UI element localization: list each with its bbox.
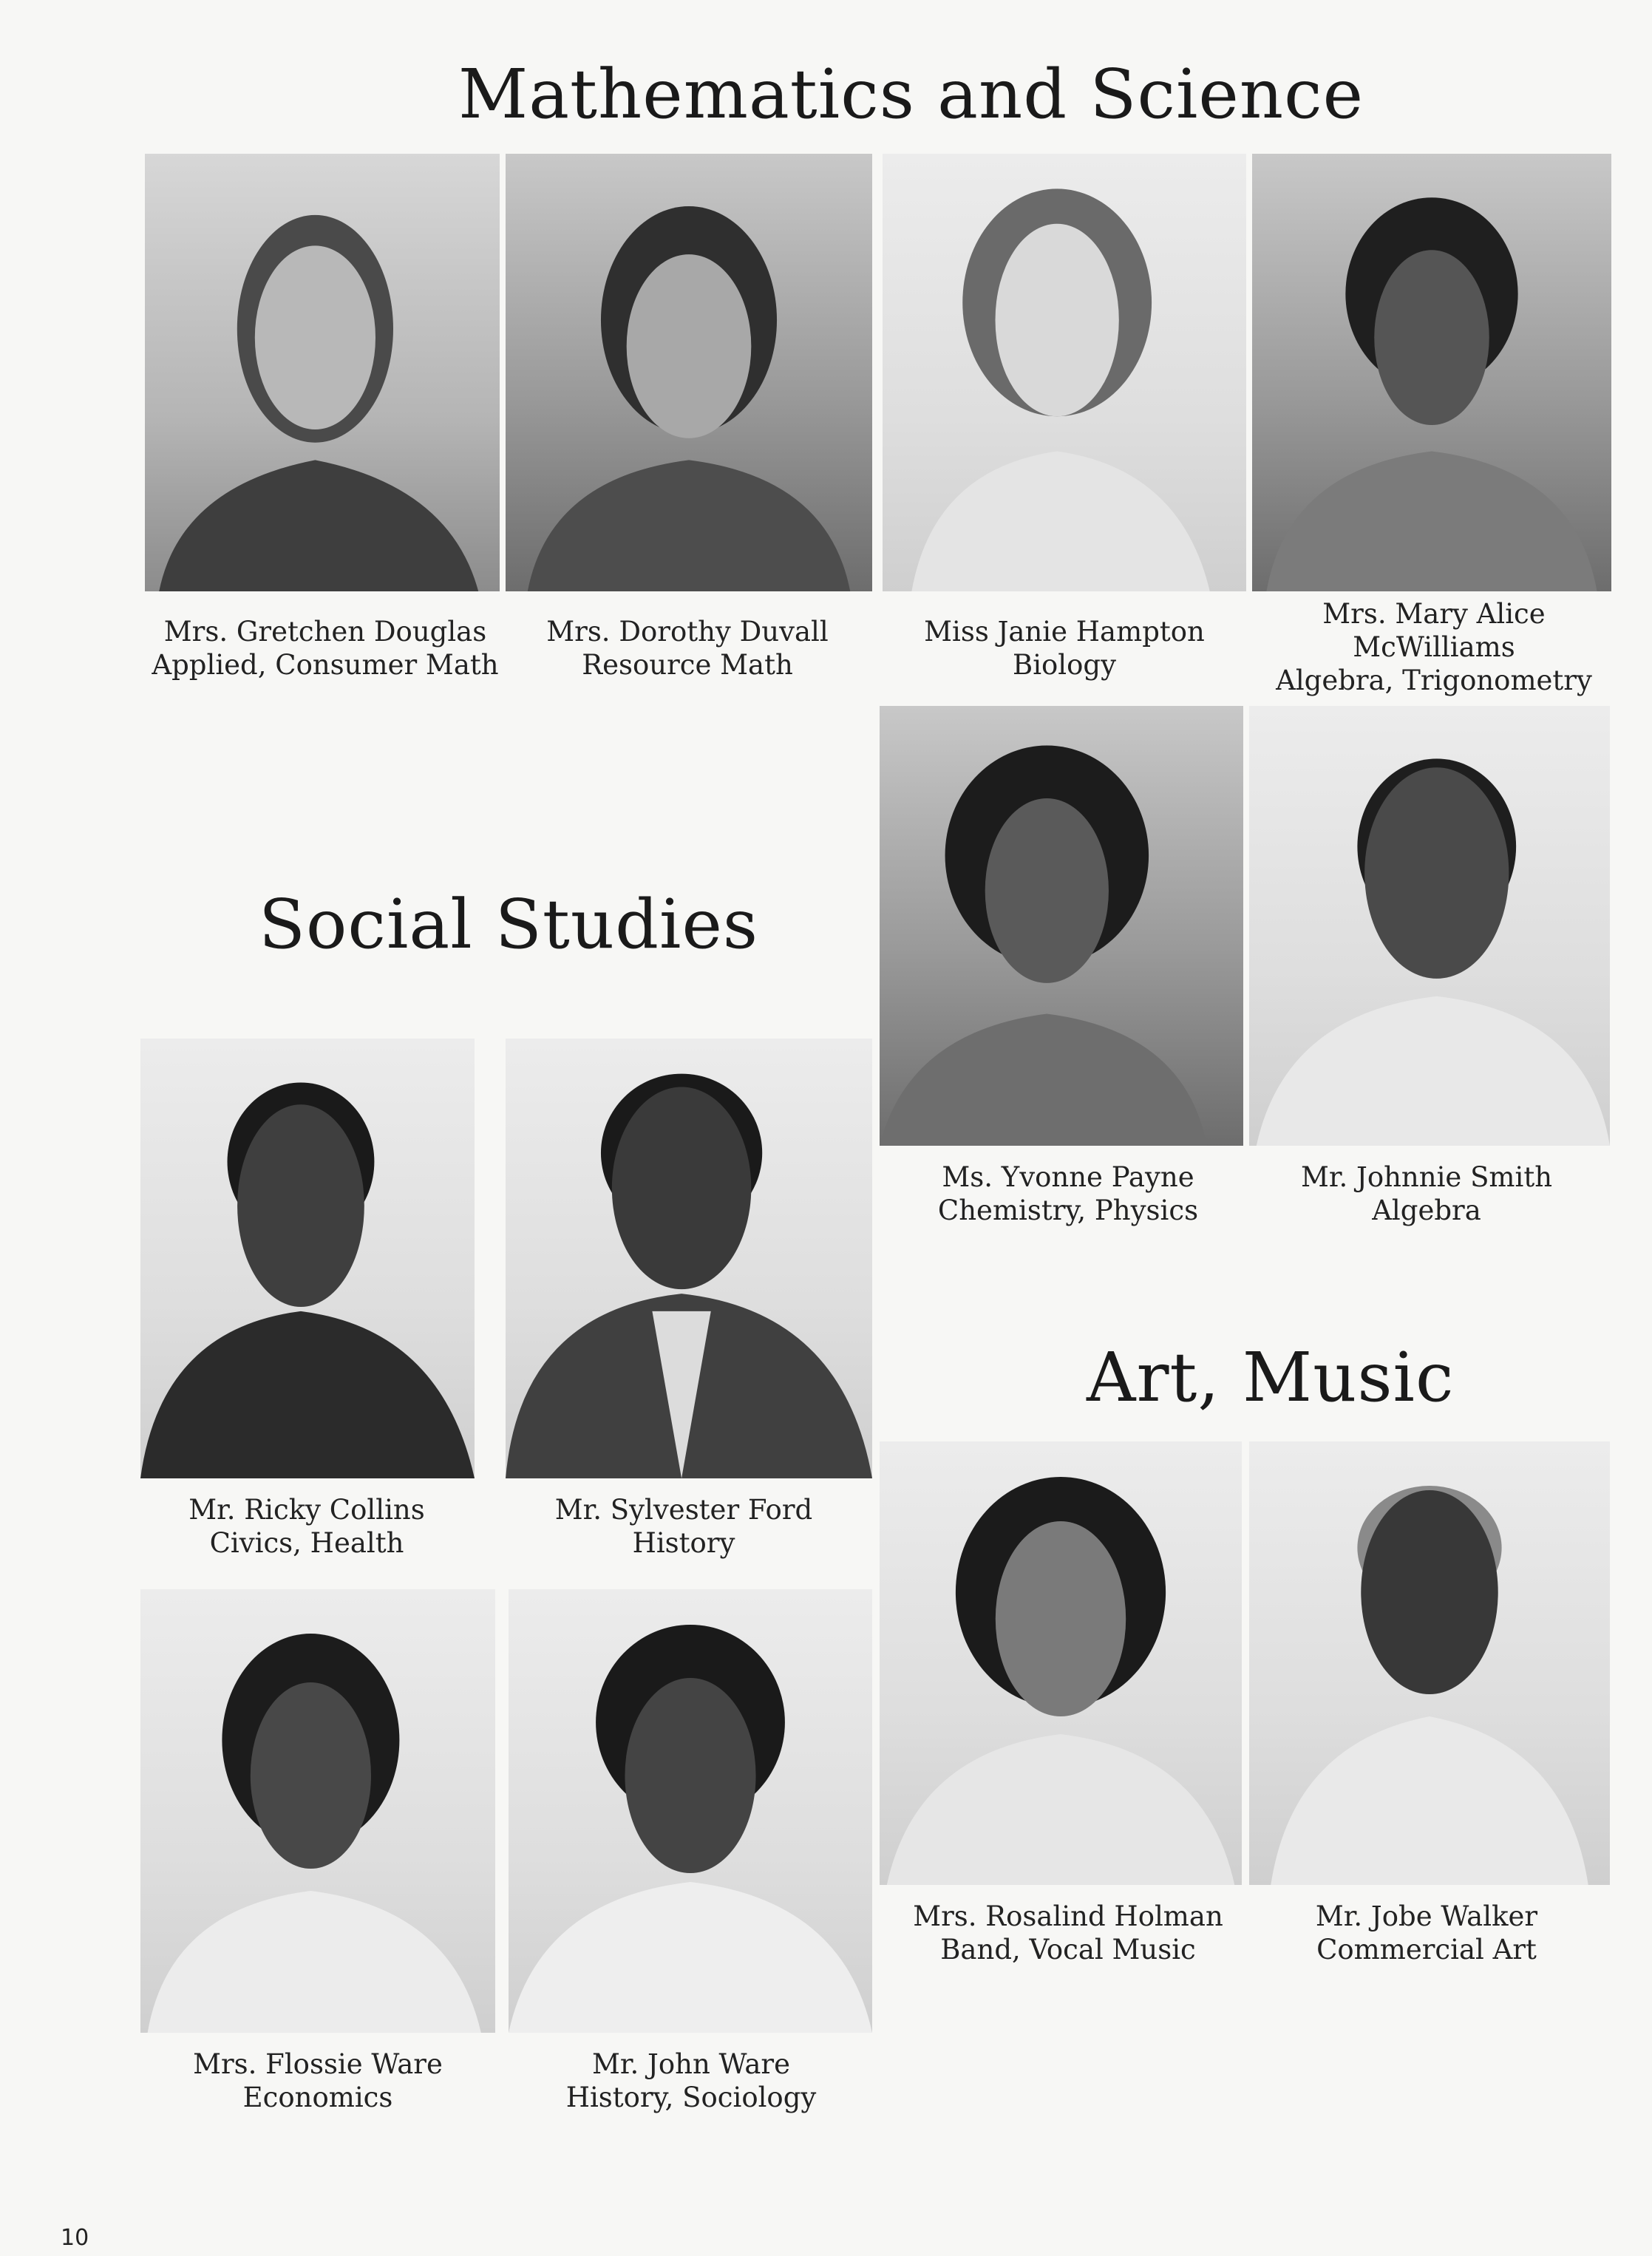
faculty-name: Mr. John Ware — [591, 2048, 790, 2080]
faculty-name: Mrs. Gretchen Douglas — [163, 616, 487, 648]
faculty-photo — [1252, 154, 1611, 591]
faculty-subject: Resource Math — [582, 649, 793, 681]
faculty-subject: Economics — [242, 2082, 393, 2113]
portrait-silhouette-icon — [509, 1589, 872, 2033]
portrait-silhouette-icon — [140, 1039, 475, 1478]
faculty-subject: McWilliams — [1353, 631, 1515, 663]
faculty-subject: Biology — [1013, 649, 1116, 681]
portrait-silhouette-icon — [1249, 1441, 1610, 1885]
faculty-photo — [509, 1589, 872, 2033]
section-heading-math-science: Mathematics and Science — [458, 55, 1364, 134]
portrait-silhouette-icon — [883, 154, 1246, 591]
faculty-caption — [880, 1900, 1257, 1966]
faculty-subject: Applied, Consumer Math — [152, 649, 499, 681]
faculty-subject: Chemistry, Physics — [937, 1195, 1199, 1226]
faculty-caption — [133, 1493, 480, 1560]
faculty-photo — [506, 1039, 872, 1478]
faculty-subject: Civics, Health — [209, 1527, 404, 1559]
faculty-name: Miss Janie Hampton — [924, 616, 1205, 648]
faculty-caption — [1249, 1900, 1604, 1966]
faculty-name: Mr. Ricky Collins — [188, 1494, 425, 1526]
faculty-subject: Band, Vocal Music — [940, 1934, 1196, 1965]
faculty-caption — [140, 2048, 495, 2114]
faculty-name: Mrs. Rosalind Holman — [913, 1900, 1223, 1932]
portrait-silhouette-icon — [1249, 706, 1610, 1146]
portrait-silhouette-icon — [506, 1039, 872, 1478]
section-heading-social-studies: Social Studies — [259, 885, 759, 964]
faculty-subject: Commercial Art — [1316, 1934, 1537, 1965]
faculty-caption — [883, 615, 1246, 682]
portrait-silhouette-icon — [880, 706, 1243, 1146]
portrait-silhouette-icon — [506, 154, 872, 591]
faculty-caption — [140, 615, 510, 682]
portrait-silhouette-icon — [880, 1441, 1242, 1885]
faculty-name: Mr. Sylvester Ford — [554, 1494, 813, 1526]
faculty-name: Mrs. Dorothy Duvall — [546, 616, 829, 648]
faculty-caption — [503, 1493, 865, 1560]
faculty-name: Mrs. Mary Alice — [1322, 598, 1546, 630]
faculty-photo — [1249, 1441, 1610, 1885]
faculty-subject: Algebra — [1372, 1195, 1481, 1226]
faculty-subject: History, Sociology — [565, 2082, 817, 2113]
faculty-caption — [1242, 597, 1626, 697]
faculty-photo — [883, 154, 1246, 591]
faculty-photo — [506, 154, 872, 591]
faculty-caption — [1242, 1161, 1611, 1227]
portrait-silhouette-icon — [145, 154, 500, 591]
faculty-photo — [880, 706, 1243, 1146]
faculty-caption — [510, 615, 865, 682]
faculty-photo — [140, 1039, 475, 1478]
faculty-name: Mrs. Flossie Ware — [193, 2048, 443, 2080]
faculty-photo — [880, 1441, 1242, 1885]
faculty-photo — [140, 1589, 495, 2033]
faculty-subject: History — [632, 1527, 735, 1559]
faculty-subject: Algebra, Trigonometry — [1276, 665, 1592, 696]
faculty-caption — [510, 2048, 872, 2114]
faculty-name: Ms. Yvonne Payne — [942, 1161, 1194, 1193]
portrait-silhouette-icon — [1252, 154, 1611, 591]
faculty-caption — [880, 1161, 1257, 1227]
faculty-name: Mr. Jobe Walker — [1315, 1900, 1538, 1932]
page-number: 10 — [61, 2225, 89, 2251]
faculty-name: Mr. Johnnie Smith — [1300, 1161, 1553, 1193]
portrait-silhouette-icon — [140, 1589, 495, 2033]
faculty-photo — [145, 154, 500, 591]
section-heading-art-music: Art, Music — [1087, 1338, 1455, 1417]
faculty-photo — [1249, 706, 1610, 1146]
